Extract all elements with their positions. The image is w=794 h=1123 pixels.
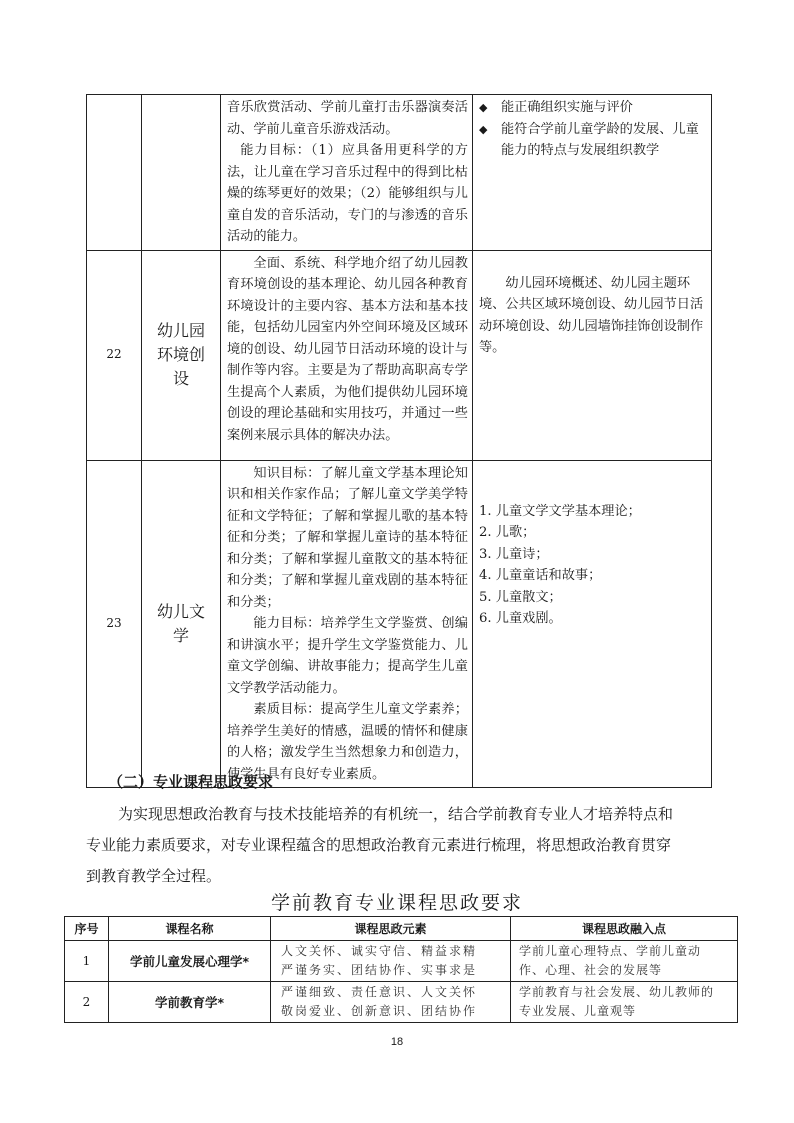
description-paragraph: 能力目标：培养学生文学鉴赏、创编和讲演水平；提升学生文学鉴赏能力、儿童文学创编、讲故事能力；提高学生儿童文学教学活动能力。 bbox=[227, 616, 468, 696]
course-number bbox=[87, 95, 142, 251]
element-line: 人文关怀、诚实守信、精益求精 bbox=[281, 944, 478, 958]
section-heading: （二）专业课程思政要求 bbox=[108, 773, 274, 791]
description-paragraph: 知识目标：了解儿童文学基本理论知识和相关作家作品；了解儿童文学美学特征和文学特征；了解和掌握儿歌的基本特征和分类；了解和掌握儿童诗的基本特征和分类；了解和掌握儿童散文的基本特征和分类；了解和掌握儿童戏剧的基本特征和分类； bbox=[227, 465, 468, 610]
point-line: 作、心理、社会的发展等 bbox=[519, 963, 663, 977]
content-list-item: 1. 儿童文学文学基本理论； bbox=[479, 503, 641, 519]
column-header: 课程名称 bbox=[109, 917, 271, 941]
course-name: 幼儿文学 bbox=[142, 460, 221, 788]
course-number: 22 bbox=[87, 250, 142, 460]
ideology-elements bbox=[271, 941, 511, 982]
content-list-item: 4. 儿童童话和故事； bbox=[479, 568, 602, 583]
bullet-item bbox=[479, 97, 705, 119]
course-description bbox=[221, 250, 473, 460]
point-line: 专业发展、儿童观等 bbox=[519, 1004, 637, 1018]
table-header-row bbox=[65, 917, 738, 941]
description-paragraph: 素质目标：提高学生儿童文学素养；培养学生美好的情感，温暖的情怀和健康的人格；激发学生当然想象力和创造力，使学生具有良好专业素质。 bbox=[227, 702, 468, 782]
course-name: 学前儿童发展心理学* bbox=[109, 941, 271, 982]
content-list-item: 2. 儿歌； bbox=[479, 525, 536, 540]
course-number: 23 bbox=[87, 460, 142, 788]
course-table bbox=[86, 94, 712, 788]
page-number: 18 bbox=[390, 1036, 404, 1048]
content-text: 幼儿园环境概述、幼儿园主题环境、公共区域环境创设、幼儿园节日活动环境创设、幼儿园墙饰挂饰创设制作等。 bbox=[479, 275, 704, 355]
description-paragraph: 全面、系统、科学地介绍了幼儿园教育环境创设的基本理论、幼儿园各种教育环境设计的主要内容、基本方法和基本技能，包括幼儿园室内外空间环境及区域环境的创设、幼儿园节日活动环境的设计与制作等内容。主要是为了帮助高职高专学生提高个人素质，为他们提供幼儿园环境创设的理论基础和实用技巧，并通过一些案例来展示具体的解决办法。 bbox=[227, 255, 468, 443]
bullet-item bbox=[479, 119, 705, 162]
row-number: 1 bbox=[65, 941, 109, 982]
column-header: 序号 bbox=[65, 917, 109, 941]
content-list-item: 5. 儿童散文； bbox=[479, 589, 562, 605]
course-content bbox=[473, 95, 712, 251]
course-content bbox=[473, 460, 712, 788]
table-row bbox=[65, 941, 738, 982]
table-row bbox=[87, 460, 712, 788]
element-line: 严谨细致、责任意识、人文关怀 bbox=[281, 985, 478, 999]
diamond-bullet-icon: ◆ bbox=[479, 122, 488, 136]
paragraph-line: 为实现思想政治教育与技术技能培养的有机统一，结合学前教育专业人才培养特点和 bbox=[118, 805, 674, 823]
point-line: 学前教育与社会发展、幼儿教师的 bbox=[519, 985, 715, 999]
element-line: 严谨务实、团结协作、实事求是 bbox=[281, 963, 478, 977]
integration-points bbox=[511, 941, 738, 982]
ideology-elements bbox=[271, 982, 511, 1023]
bullet-text: 能正确组织实施与评价 bbox=[501, 100, 633, 115]
bullet-text: 能符合学前儿童学龄的发展、儿童能力的特点与发展组织教学 bbox=[501, 121, 699, 158]
course-content bbox=[473, 250, 712, 460]
description-paragraph: 音乐欣赏活动、学前儿童打击乐器演奏活动、学前儿童音乐游戏活动。 bbox=[227, 100, 468, 137]
table-row bbox=[65, 982, 738, 1023]
row-number: 2 bbox=[65, 982, 109, 1023]
diamond-bullet-icon: ◆ bbox=[479, 101, 488, 114]
course-description bbox=[221, 95, 473, 251]
integration-points bbox=[511, 982, 738, 1023]
content-list-item: 6. 儿童戏剧。 bbox=[479, 611, 562, 626]
point-line: 学前儿童心理特点、学前儿童动 bbox=[519, 944, 702, 958]
description-paragraph: 能力目标：（1）应具备用更科学的方法，让儿童在学习音乐过程中的得到比枯燥的练琴更好的效果；（2）能够组织与儿童自发的音乐活动，专门的与渗透的音乐活动的能力。 bbox=[227, 143, 468, 244]
ideology-table bbox=[64, 916, 738, 1023]
table-row bbox=[87, 95, 712, 251]
paragraph-line: 到教育教学全过程。 bbox=[86, 867, 222, 885]
course-name: 学前教育学* bbox=[109, 982, 271, 1023]
column-header: 课程思政融入点 bbox=[511, 917, 738, 941]
course-name: 幼儿园环境创设 bbox=[142, 250, 221, 460]
course-description bbox=[221, 460, 473, 788]
table-title: 学前教育专业课程思政要求 bbox=[270, 892, 523, 914]
paragraph-line: 专业能力素质要求，对专业课程蕴含的思想政治教育元素进行梳理，将思想政治教育贯穿 bbox=[86, 836, 672, 854]
element-line: 敬岗爱业、创新意识、团结协作 bbox=[281, 1004, 478, 1018]
table-row bbox=[87, 250, 712, 460]
course-name bbox=[142, 95, 221, 251]
column-header: 课程思政元素 bbox=[271, 917, 511, 941]
content-list-item: 3. 儿童诗； bbox=[479, 546, 549, 562]
